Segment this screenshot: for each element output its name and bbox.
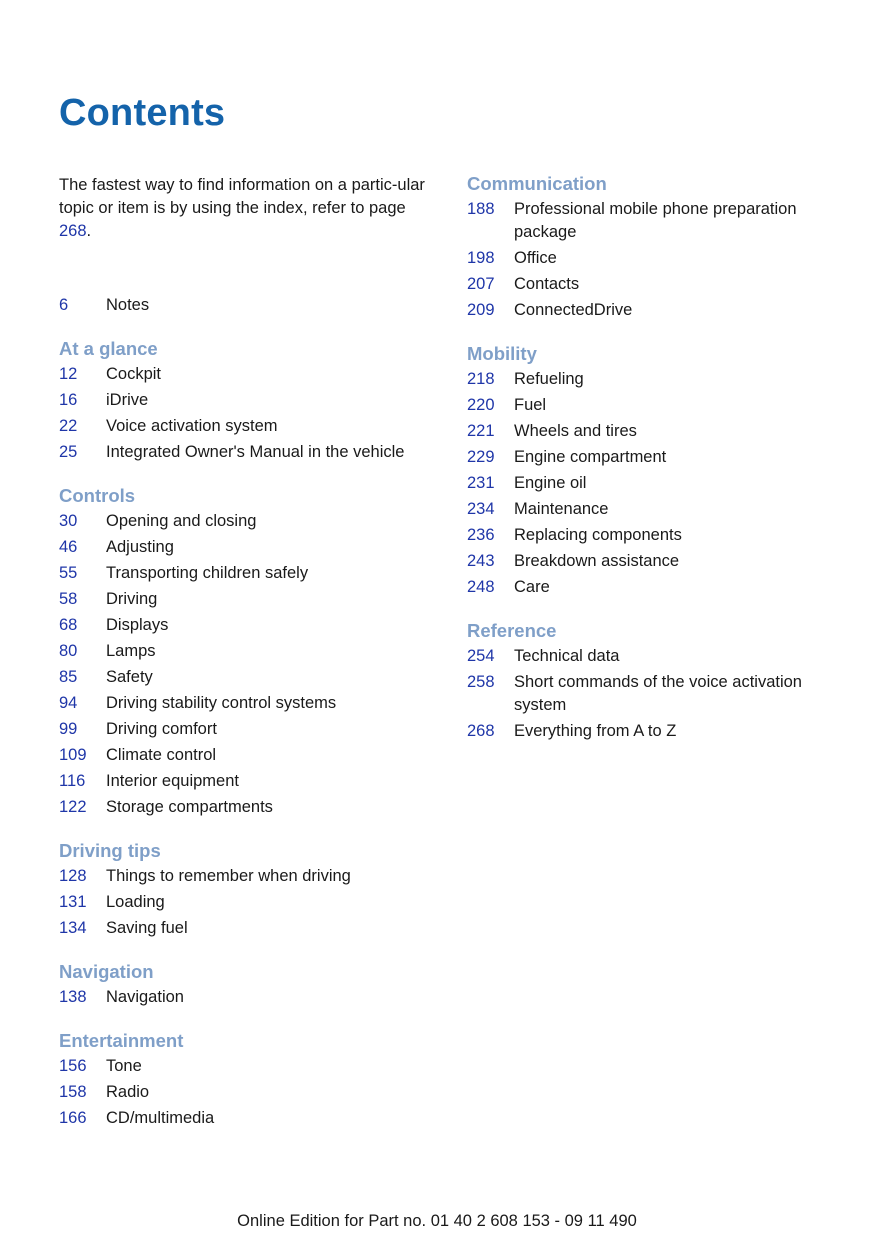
toc-entry-label: Integrated Owner's Manual in the vehicle [106, 443, 405, 461]
toc-page-number[interactable]: 68 [59, 616, 78, 634]
toc-entry-label: Office [514, 249, 557, 267]
toc-entry[interactable] [467, 498, 847, 521]
toc-entry[interactable] [59, 614, 439, 637]
toc-entry-label: Care [514, 578, 550, 596]
toc-entry[interactable] [59, 363, 439, 386]
toc-entry-label: Breakdown assistance [514, 552, 680, 570]
right-column [467, 172, 847, 763]
toc-entry-label: Displays [106, 616, 169, 634]
toc-entry[interactable] [59, 917, 439, 940]
toc-page-number[interactable]: 166 [59, 1109, 87, 1127]
toc-entry-label: iDrive [106, 391, 149, 409]
toc-page-number[interactable]: 55 [59, 564, 78, 582]
section-controls [59, 484, 439, 819]
toc-entry-label: Tone [106, 1057, 142, 1075]
toc-page-number[interactable]: 109 [59, 746, 87, 764]
toc-entry[interactable] [59, 1081, 439, 1104]
toc-entry[interactable] [59, 562, 439, 585]
toc-entry-label: Notes [106, 296, 150, 314]
toc-entry[interactable] [467, 446, 847, 469]
toc-entry[interactable] [59, 865, 439, 888]
toc-page-number[interactable]: 85 [59, 668, 78, 686]
toc-page-number[interactable]: 30 [59, 512, 78, 530]
toc-entry-label: ConnectedDrive [514, 301, 633, 319]
toc-entry-label: Adjusting [106, 538, 174, 556]
toc-entry-label: Climate control [106, 746, 217, 764]
toc-page-number[interactable]: 248 [467, 578, 495, 596]
section-heading: Navigation [59, 961, 154, 982]
toc-entry-label: Technical data [514, 647, 620, 665]
toc-entry-label: Refueling [514, 370, 584, 388]
standalone-entry-block [59, 294, 439, 317]
toc-page-number[interactable]: 156 [59, 1057, 87, 1075]
toc-page-number[interactable]: 94 [59, 694, 78, 712]
toc-page-number[interactable]: 46 [59, 538, 78, 556]
toc-entry[interactable] [467, 247, 847, 270]
toc-page-number[interactable]: 229 [467, 448, 495, 466]
toc-page-number[interactable]: 134 [59, 919, 87, 937]
toc-page-number[interactable]: 58 [59, 590, 78, 608]
toc-page-number[interactable]: 254 [467, 647, 495, 665]
toc-entry-label: Short commands of the voice activation system [514, 673, 802, 714]
section-heading: Mobility [467, 343, 537, 364]
toc-entry[interactable] [59, 1107, 439, 1130]
toc-page-number[interactable]: 25 [59, 443, 78, 461]
toc-page-number[interactable]: 258 [467, 673, 495, 691]
toc-entry[interactable] [467, 472, 847, 495]
section-entertainment [59, 1029, 439, 1130]
toc-entry[interactable] [467, 368, 847, 391]
toc-page-number[interactable]: 243 [467, 552, 495, 570]
toc-page-number[interactable]: 12 [59, 365, 78, 383]
toc-page-number[interactable]: 221 [467, 422, 495, 440]
toc-entry-label: Lamps [106, 642, 156, 660]
section-heading: Controls [59, 485, 136, 506]
toc-page-number[interactable]: 220 [467, 396, 495, 414]
intro-text [59, 174, 437, 243]
toc-entry[interactable] [467, 576, 847, 599]
section-at-a-glance [59, 337, 439, 464]
toc-entry-label: Opening and closing [106, 512, 257, 530]
section-heading: At a glance [59, 338, 158, 359]
toc-entry-label: CD/multimedia [106, 1109, 215, 1127]
toc-entry-label: Loading [106, 893, 165, 911]
section-heading: Communication [467, 173, 607, 194]
toc-entry-label: Voice activation system [106, 417, 278, 435]
toc-entry-label: Driving comfort [106, 720, 217, 738]
toc-entry[interactable] [59, 510, 439, 533]
toc-entry-label: Radio [106, 1083, 150, 1101]
toc-entry-label: Engine oil [514, 474, 587, 492]
toc-page-number[interactable]: 158 [59, 1083, 87, 1101]
section-communication [467, 172, 847, 322]
toc-page-number[interactable]: 231 [467, 474, 495, 492]
section-heading: Entertainment [59, 1030, 184, 1051]
section-heading: Driving tips [59, 840, 161, 861]
toc-entry[interactable] [59, 770, 439, 793]
toc-entry[interactable] [59, 1055, 439, 1078]
toc-entry-label: Safety [106, 668, 153, 686]
section-navigation [59, 960, 439, 1009]
toc-entry[interactable] [59, 891, 439, 914]
toc-entry-label: Storage compartments [106, 798, 273, 816]
toc-entry-label: Wheels and tires [514, 422, 637, 440]
toc-entry[interactable] [467, 299, 847, 322]
toc-page-number[interactable]: 99 [59, 720, 78, 738]
toc-page-number[interactable]: 218 [467, 370, 495, 388]
toc-entry-label: Maintenance [514, 500, 609, 518]
toc-page-number[interactable]: 138 [59, 988, 87, 1006]
intro-body: The fastest way to find information on a partic-ular topic or item is by using the index, refer to page [59, 176, 425, 217]
section-mobility [467, 342, 847, 599]
toc-page-number[interactable]: 268 [467, 722, 495, 740]
page-title: Contents [59, 92, 226, 134]
toc-page-number[interactable]: 188 [467, 200, 495, 218]
toc-page-number[interactable]: 131 [59, 893, 87, 911]
toc-page-number[interactable]: 128 [59, 867, 87, 885]
left-column [59, 174, 439, 1150]
toc-page-number[interactable]: 198 [467, 249, 495, 267]
toc-entry[interactable] [59, 536, 439, 559]
toc-entry[interactable] [467, 273, 847, 296]
toc-page-number[interactable]: 22 [59, 417, 78, 435]
toc-entry[interactable] [59, 796, 439, 819]
toc-entry-label: Fuel [514, 396, 547, 414]
toc-page-number[interactable]: 236 [467, 526, 495, 544]
toc-entry-label: Cockpit [106, 365, 162, 383]
toc-page-number[interactable]: 207 [467, 275, 495, 293]
toc-entry-label: Everything from A to Z [514, 722, 677, 740]
index-page-link[interactable]: 268 [59, 222, 87, 240]
section-driving-tips [59, 839, 439, 940]
toc-entry-label: Interior equipment [106, 772, 239, 790]
toc-page-number[interactable]: 80 [59, 642, 78, 660]
toc-entry-label: Things to remember when driving [106, 867, 351, 885]
toc-entry[interactable] [59, 744, 439, 767]
toc-entry-label: Engine compartment [514, 448, 667, 466]
toc-entry-label: Saving fuel [106, 919, 188, 937]
section-reference [467, 619, 847, 743]
toc-entry[interactable] [59, 666, 439, 689]
toc-entry[interactable] [59, 415, 439, 438]
toc-entry[interactable] [467, 420, 847, 443]
toc-entry-label: Professional mobile phone preparation package [514, 200, 797, 241]
section-heading: Reference [467, 620, 557, 641]
toc-entry[interactable] [467, 524, 847, 547]
toc-entry[interactable] [467, 550, 847, 573]
footer-edition-note: Online Edition for Part no. 01 40 2 608 153 - 09 11 490 [237, 1212, 637, 1230]
toc-entry[interactable] [467, 720, 847, 743]
toc-entry[interactable] [467, 198, 847, 244]
toc-entry[interactable] [59, 986, 439, 1009]
toc-entry[interactable] [59, 441, 439, 464]
toc-page-number[interactable]: 116 [59, 772, 86, 790]
toc-entry[interactable] [59, 640, 439, 663]
toc-page-number[interactable]: 16 [59, 391, 78, 409]
intro-period: . [86, 222, 92, 240]
toc-page-number[interactable]: 6 [59, 296, 69, 314]
toc-entry-label: Driving [106, 590, 158, 608]
toc-entry-label: Driving stability control systems [106, 694, 337, 712]
toc-entry[interactable] [467, 671, 847, 717]
toc-entry[interactable] [59, 588, 439, 611]
toc-page-number[interactable]: 122 [59, 798, 87, 816]
toc-entry-label: Navigation [106, 988, 184, 1006]
toc-page-number[interactable]: 209 [467, 301, 495, 319]
toc-entry[interactable] [467, 645, 847, 668]
toc-entry[interactable] [59, 718, 439, 741]
toc-entry-label: Contacts [514, 275, 580, 293]
toc-entry-label: Transporting children safely [106, 564, 309, 582]
toc-entry[interactable] [467, 394, 847, 417]
toc-entry-label: Replacing components [514, 526, 682, 544]
toc-page-number[interactable]: 234 [467, 500, 495, 518]
toc-entry[interactable] [59, 692, 439, 715]
toc-entry-notes[interactable] [59, 294, 439, 317]
toc-entry[interactable] [59, 389, 439, 412]
